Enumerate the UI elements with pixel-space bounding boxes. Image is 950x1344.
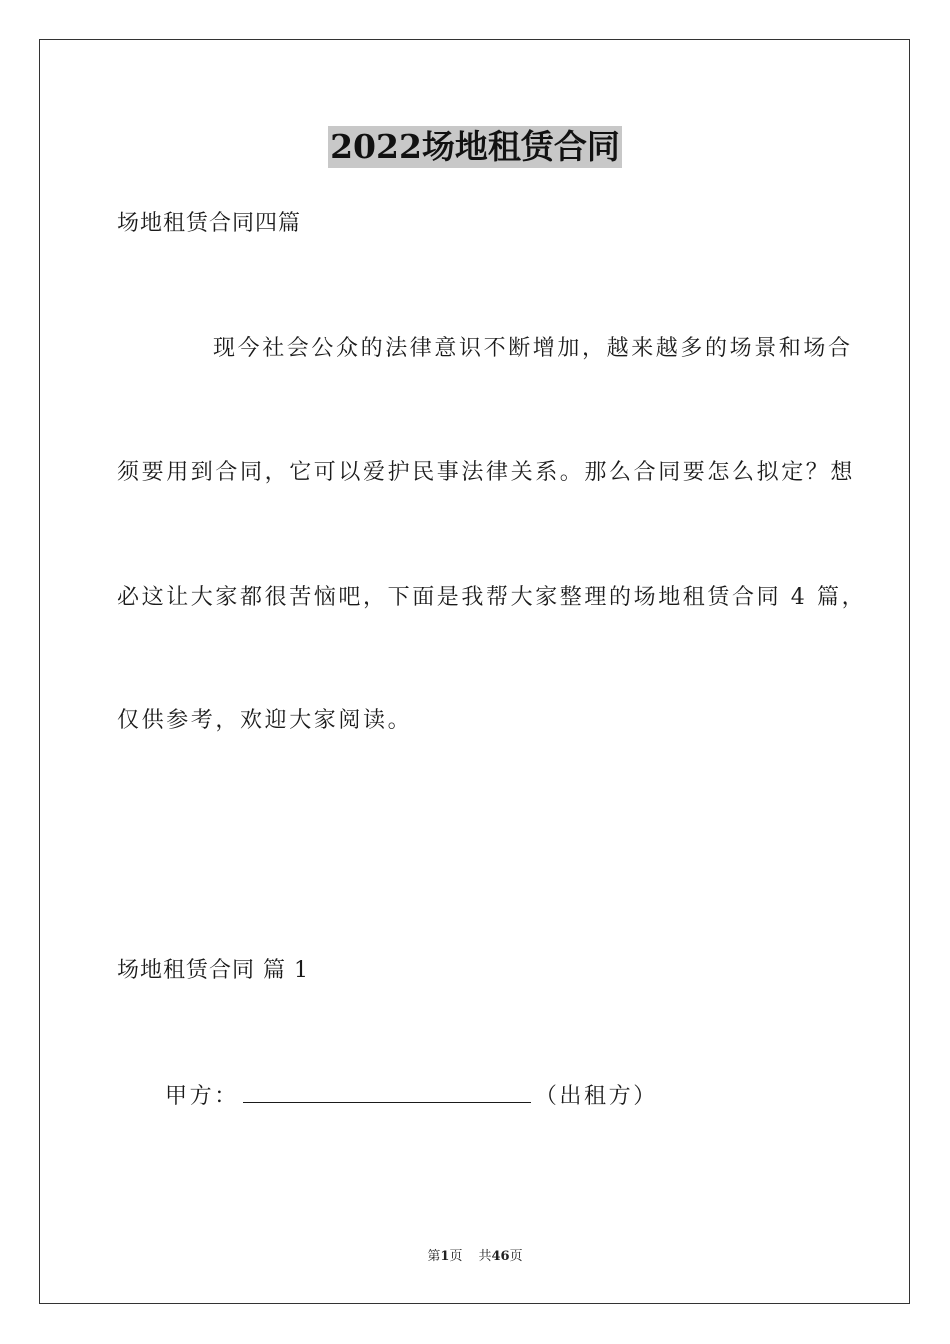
intro-line-3: 必这让大家都很苦恼吧，下面是我帮大家整理的场地租赁合同 4 篇， [117,585,867,610]
title-container [0,126,950,168]
page-current: 1 [440,1249,450,1264]
page-total: 46 [491,1249,510,1264]
party-a-label: 甲方： [165,1084,239,1109]
intro-line-2: 须要用到合同，它可以爱护民事法律关系。那么合同要怎么拟定？想 [117,460,856,485]
page-footer [0,1248,950,1266]
party-a-blank [243,1080,531,1103]
total-prefix: 共 [478,1249,492,1264]
party-a-role: （出租方） [534,1084,658,1109]
intro-line-1: 现今社会公众的法律意识不断增加，越来越多的场景和场合 [213,336,853,361]
party-a-line [165,1080,658,1112]
document-title: 2022场地租赁合同 [330,127,620,166]
page-suffix: 页 [449,1249,463,1264]
total-suffix: 页 [509,1249,523,1264]
page-prefix: 第 [427,1249,441,1264]
document-subtitle: 场地租赁合同四篇 [117,211,302,236]
intro-line-4: 仅供参考，欢迎大家阅读。 [117,708,413,733]
section-heading: 场地租赁合同 篇 1 [117,958,309,983]
